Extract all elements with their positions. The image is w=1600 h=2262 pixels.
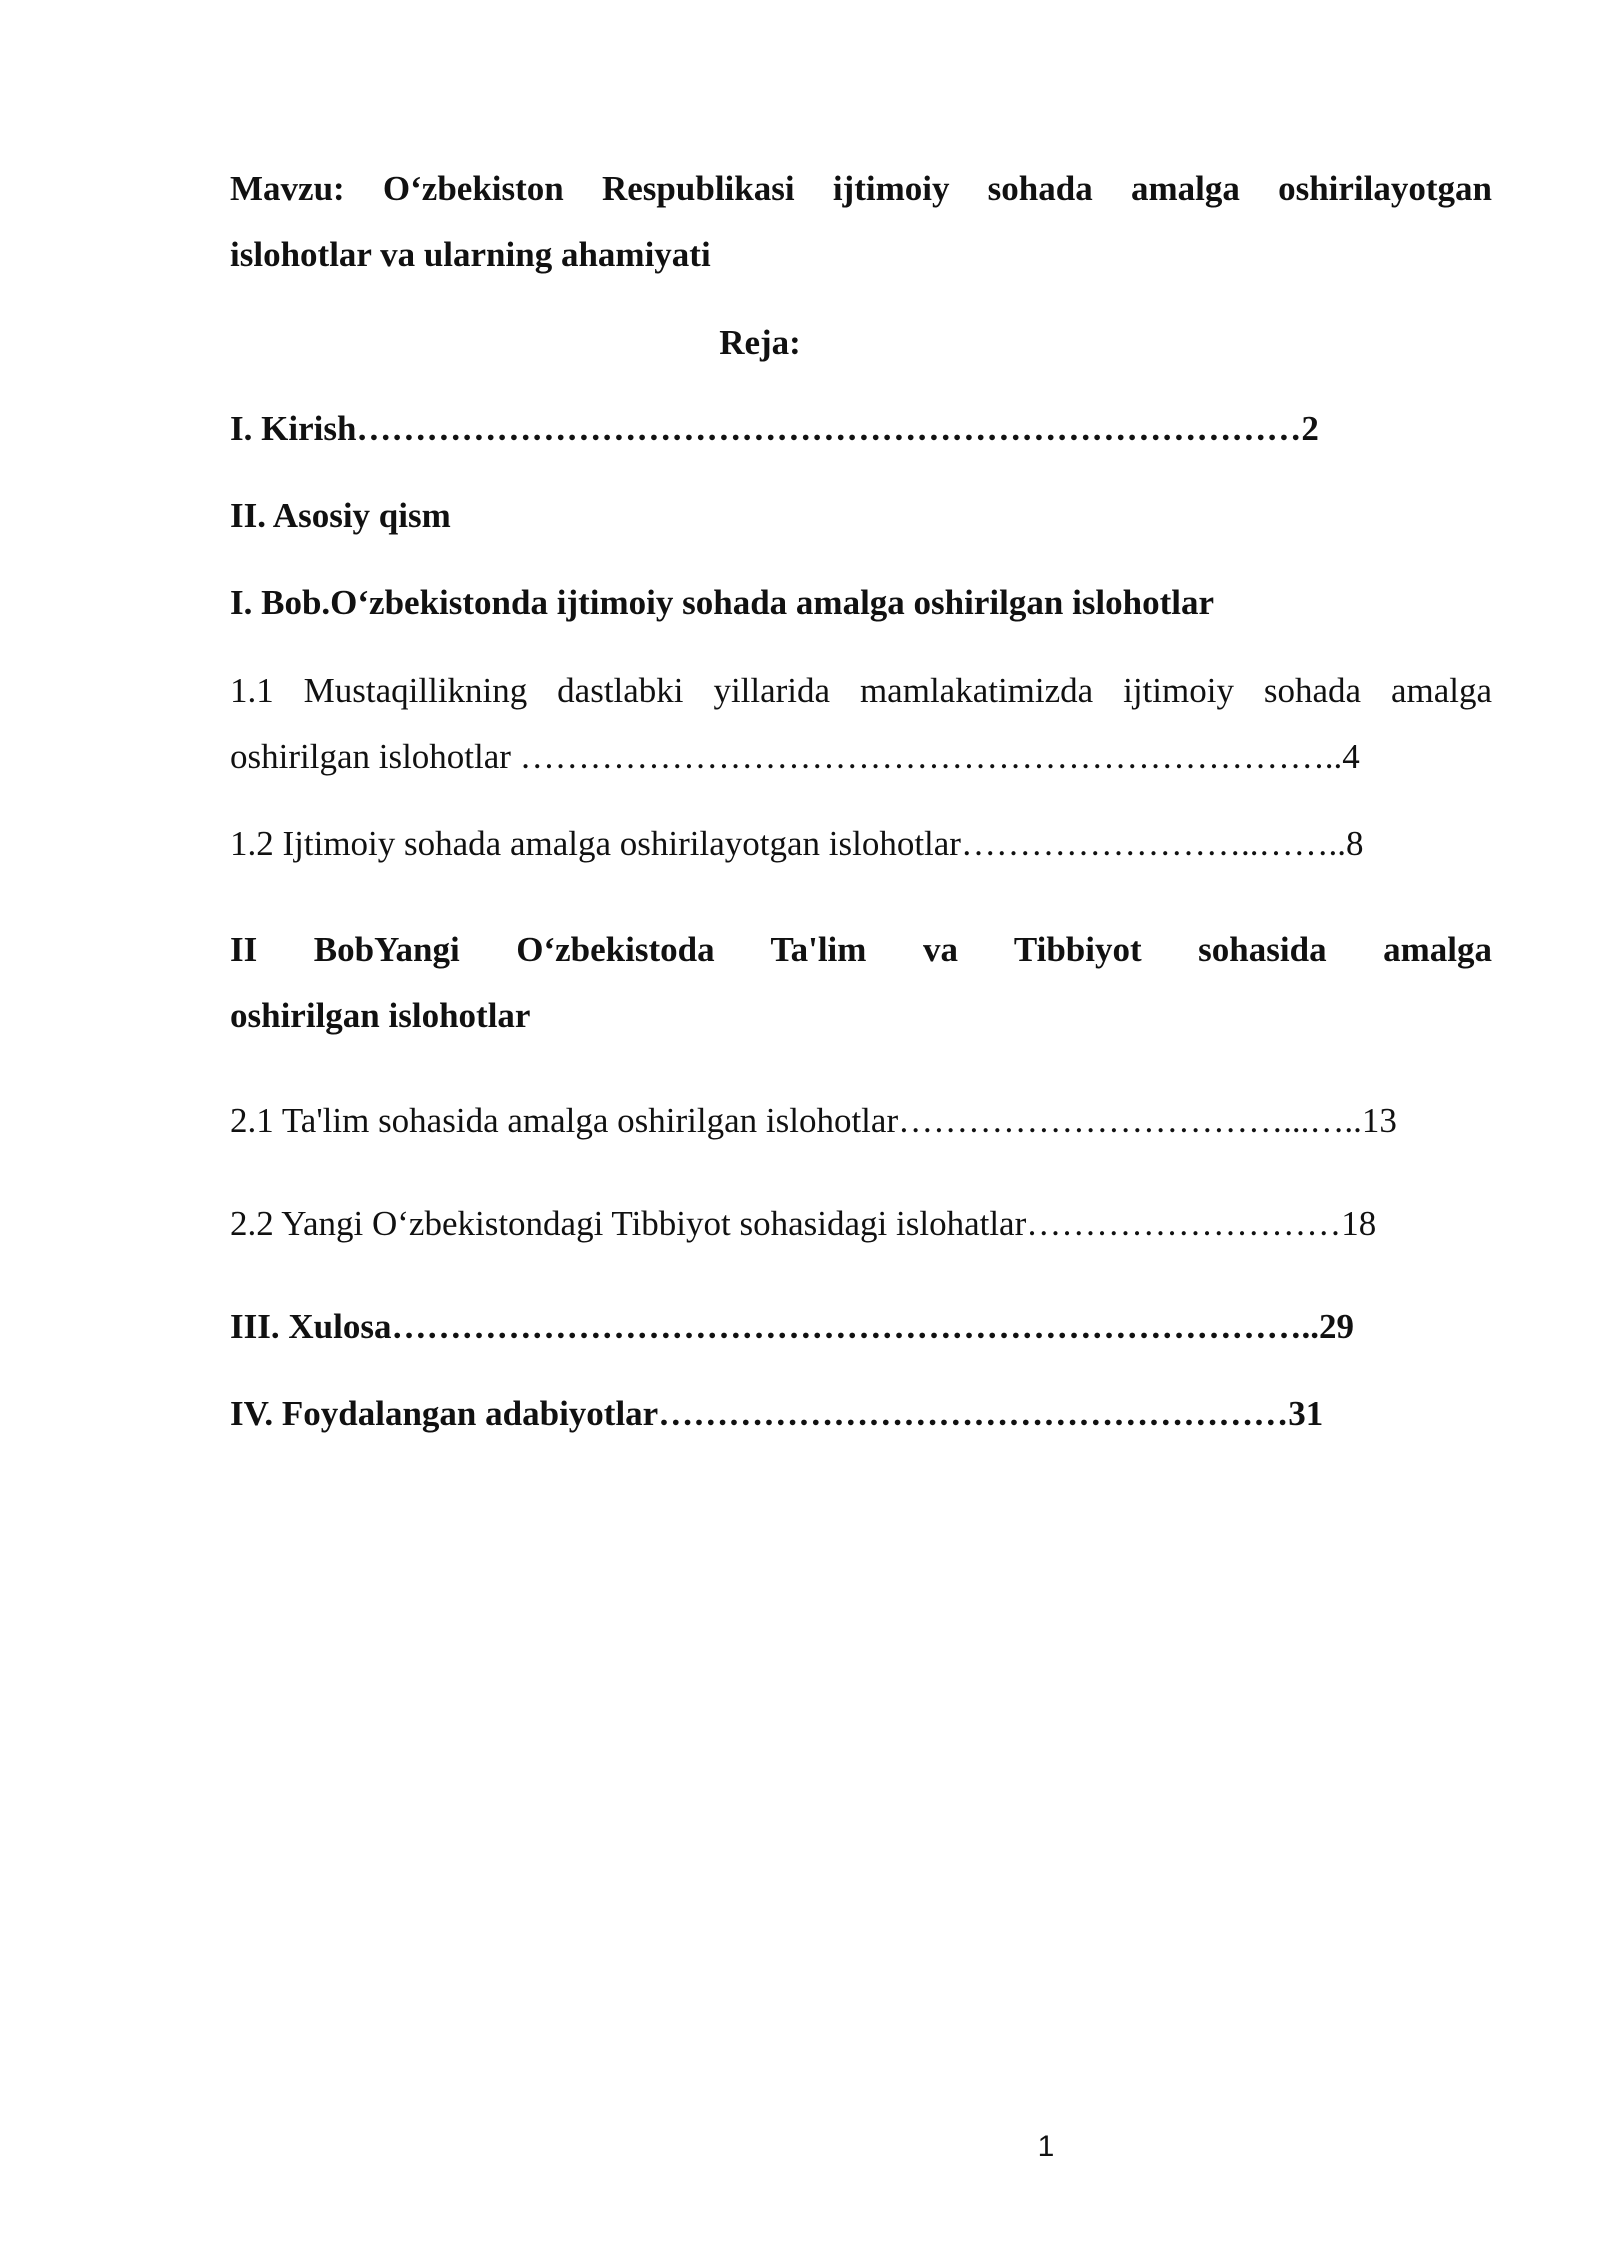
toc-entry-main-part: II. Asosiy qism: [230, 496, 451, 535]
toc-entry-1-1-line2: oshirilgan islohotlar ……………………………………………………………..4: [230, 737, 1360, 776]
toc-entry-1-1-line1: 1.1 Mustaqillikning dastlabki yillarida mamlakatimizda ijtimoiy sohada amalga: [230, 671, 1492, 710]
toc-entry-2-1: 2.1 Ta'lim sohasida amalga oshirilgan islohotlar……………………………...…..13: [230, 1101, 1397, 1140]
plan-title: Reja:: [719, 323, 801, 362]
toc-entry-2-2: 2.2 Yangi O‘zbekistondagi Tibbiyot sohasidagi islohatlar………………………18: [230, 1204, 1377, 1243]
toc-entry-conclusion: III. Xulosa……………………………………………………………………..29: [230, 1307, 1354, 1346]
toc-entry-introduction: I. Kirish………………………………………………………………………2: [230, 409, 1319, 448]
topic-title-line1: Mavzu: O‘zbekiston Respublikasi ijtimoiy sohada amalga oshirilayotgan: [230, 169, 1492, 208]
toc-entry-chapter-2-line1: II BobYangi O‘zbekistoda Ta'lim va Tibbiyot sohasida amalga: [230, 930, 1492, 969]
toc-entry-chapter-1: I. Bob.O‘zbekistonda ijtimoiy sohada amalga oshirilgan islohotlar: [230, 583, 1215, 622]
page-number: 1: [1037, 2130, 1055, 2163]
toc-entry-1-2: 1.2 Ijtimoiy sohada amalga oshirilayotgan islohotlar……………………..……..8: [230, 824, 1364, 863]
toc-entry-chapter-2-line2: oshirilgan islohotlar: [230, 996, 531, 1035]
topic-title-line2: islohotlar va ularning ahamiyati: [230, 235, 711, 274]
toc-entry-references: IV. Foydalangan adabiyotlar………………………………………………31: [230, 1394, 1324, 1433]
